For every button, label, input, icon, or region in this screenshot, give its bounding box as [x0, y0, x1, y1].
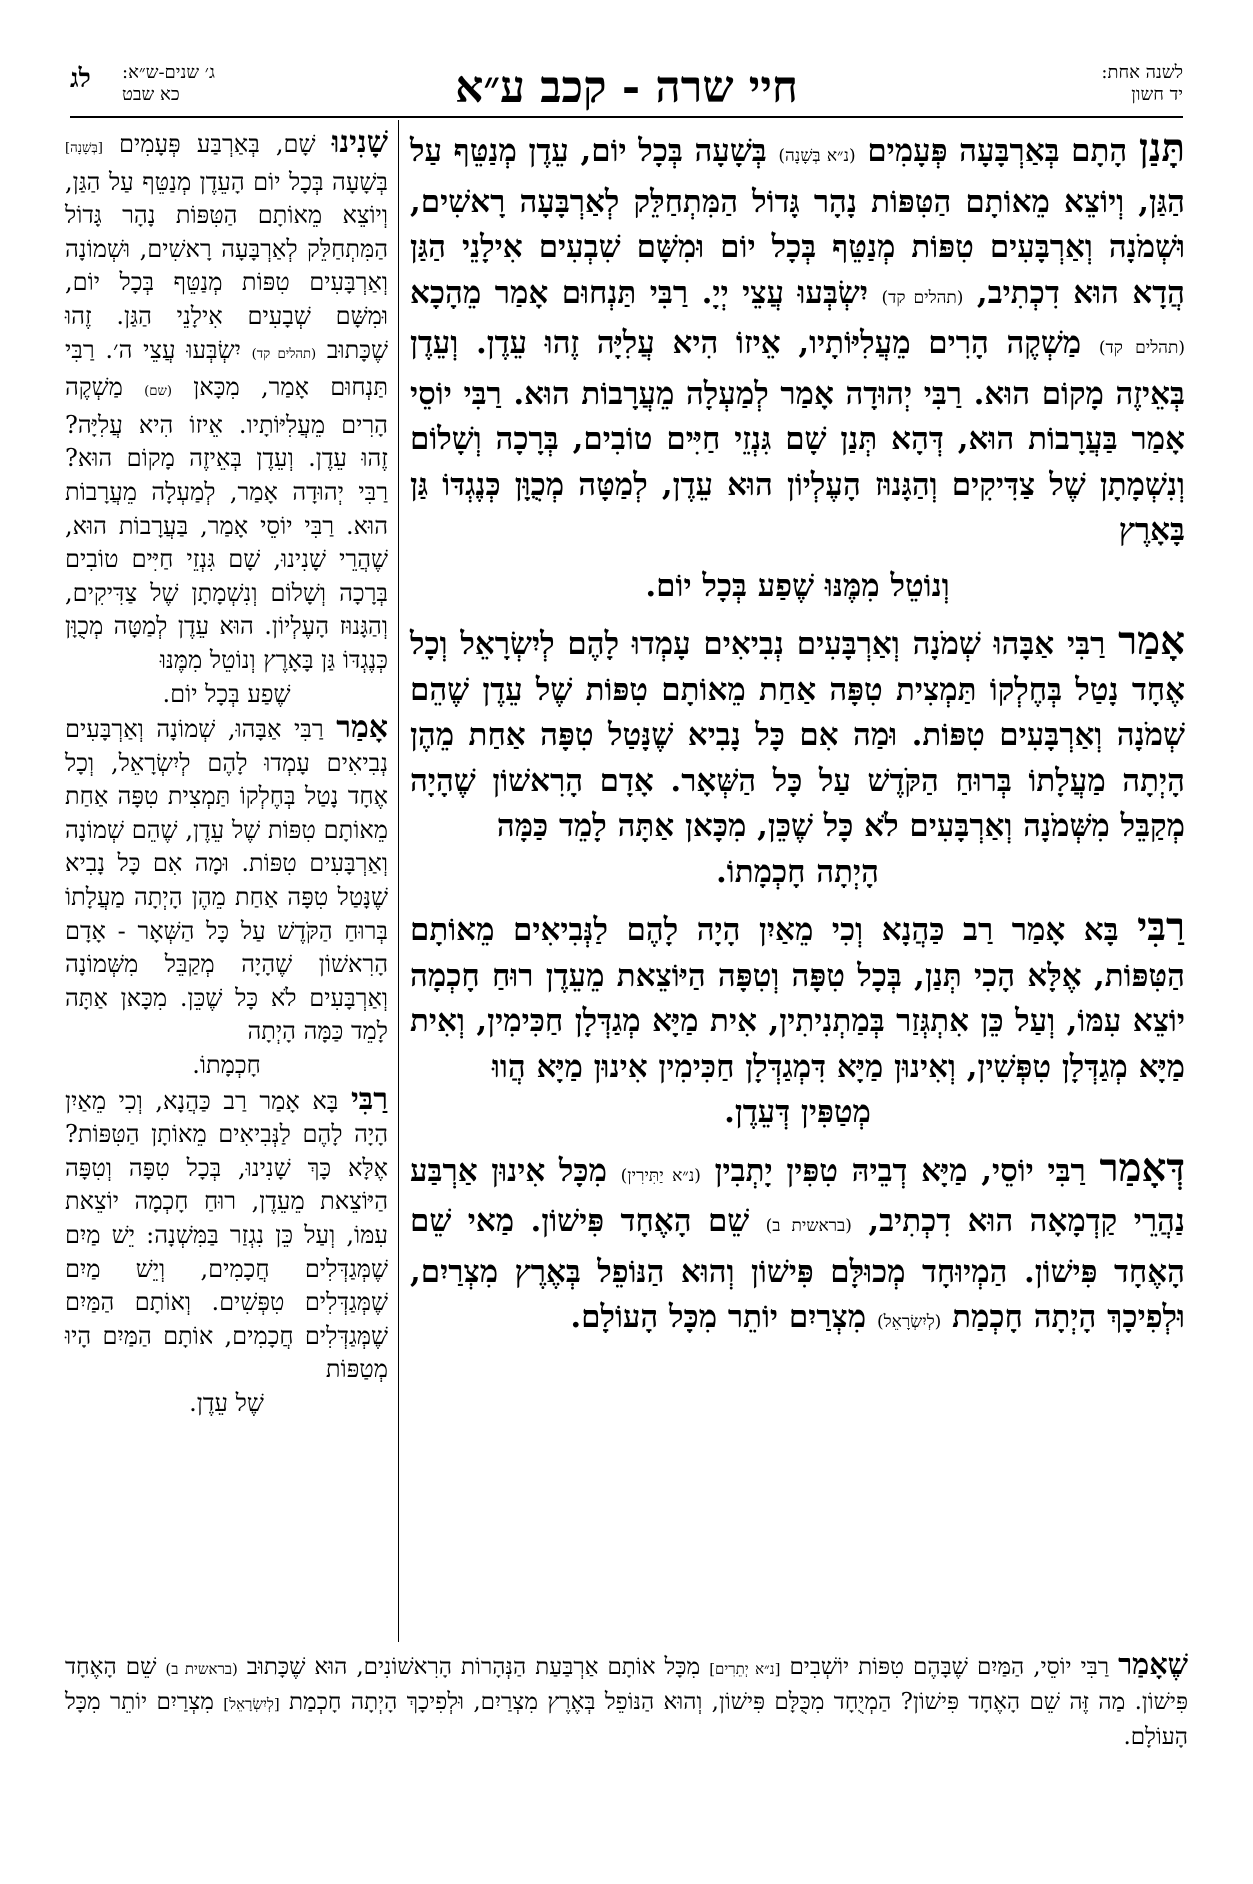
column-divider	[398, 120, 399, 1642]
header-schedule-three-years	[122, 62, 215, 106]
header-rule	[70, 116, 1183, 118]
citation: [נ״א יְתֵרִים]	[709, 1660, 781, 1678]
text-run: שֵׁם הָאֶחָד פִּישׁוֹן. מַאי שֵׁם הָאֶחָד פִּישׁוֹן. הַמְיוּחָד מְכוּלָּם פִּישׁוֹן וְהוּא הַנּוֹפֵל בְּאֶרֶץ מִצְרַיִם, וּלְפִיכָךְ הָיְתָה חָכְמַת	[410, 1203, 1185, 1335]
side-paragraph-3-end: שֶׁל עֵדֶן.	[189, 1388, 264, 1417]
main-paragraph-3-end: מְטַפִּין דְּעֵדֶן.	[724, 1094, 871, 1130]
text-run: שָׁם, בְּאַרְבַּע פְּעָמִים	[119, 130, 316, 158]
header-right-line1: לשנה אחת:	[1101, 62, 1183, 83]
page-number: לג	[70, 64, 91, 94]
text-run: מִכָּל אוֹתָם אַרְבַּעַת הַנְּהָרוֹת הָרִאשׁוֹנִים, הוּא שֶׁכָּתוּב	[246, 1654, 701, 1680]
header-left-line2: כא שבט	[122, 84, 180, 105]
text-run: בְּשָׁעָה בְּכָל יוֹם, עֵדֶן מְנַטֵּף עַל הַגַּן, וְיוֹצֵא מֵאוֹתָם הַטִּפּוֹת נָהָר גָּדוֹל הַמִּתְחַלֵּק לְאַרְבָּעָה רָאשִׁים, וּשְׁמֹנָה וְאַרְבָּעִים טִפּוֹת מְנַטֵּף בְּכָל יוֹם וּמִשָּׁם שִׁבְעִים אִילָנֵי הַגַּן הֲדָא הוּא דִכְתִיב,	[410, 133, 1185, 311]
side-paragraph-1-end: שֶׁפַע בְּכָל יוֹם.	[162, 679, 291, 708]
text-run: בְּשָׁעָה בְּכָל יוֹם הָעֵדֶן מְנַטֵּף עַל הַגַּן, וְיוֹצֵא מֵאוֹתָם הַטִּפּוֹת נָהָר גָּדוֹל הַמִּתְחַלֵּק לְאַרְבָּעָה רָאשִׁים, וּשְׁמוֹנָה וְאַרְבָּעִים טִפּוֹת מְנַטֵּף בְּכָל יוֹם, וּמִשָּׁם שְׁבָעִים אִילָנֵי הַגַּן. זֶהוּ שֶׁכָּתוּב	[65, 167, 388, 364]
header-left-line1: ג׳ שנים-ש״א:	[122, 62, 215, 83]
header-right-line2: יד חשון	[1131, 84, 1183, 105]
side-paragraph-2	[65, 711, 388, 1049]
text-run: מִכָּל אִינוּן אַרְבַּע נַהֲרֵי קַדְמָאָה הוּא דִכְתִיב,	[410, 1152, 1185, 1239]
header-schedule-one-year	[1101, 62, 1183, 106]
text-run: מִצְרַיִם יוֹתֵר מִכָּל הָעוֹלָם.	[570, 1299, 867, 1335]
citation: (נ״א בְּשָׁנָה)	[778, 146, 856, 166]
text-run: בָּא אָמַר רַב כַּהֲנָא, וְכִי מֵאַיִן הָיָה לָהֶם לַנְּבִיאִים מֵאוֹתָן הַטִּפּוֹת? אֶלָּא כָּךְ שָׁנִינוּ, בְּכָל טִפָּה וְטִפָּה הַיּוֹצֵאת מֵעֵדֶן, רוּחַ חָכְמָה יוֹצֵאת עִמּוֹ, וְעַל כֵּן נִגְזַר בַּמִּשְׁנָה: יֵשׁ מַיִם שֶׁמְּגַדְּלִים חֲכָמִים, וְיֵשׁ מַיִם שֶׁמְּגַדְּלִים טִפְּשִׁים. וְאוֹתָם הַמַּיִם שֶׁמְּגַדְּלִים חֲכָמִים, אוֹתָם הַמַּיִם הָיוּ מְטַפּוֹת	[65, 1086, 388, 1384]
citation: [לְיִשְׂרָאֵל]	[223, 1695, 280, 1713]
text-run: רַבִּי אַבָּהוּ שְׁמֹנָה וְאַרְבָּעִים נְבִיאִים עָמְדוּ לָהֶם לְיִשְׂרָאֵל וְכָל אֶחָד נָטַל בְּחֶלְקוֹ תַּמְצִית טִפָּה אַחַת מֵאוֹתָם טִפּוֹת שֶׁל עֵדֶן שֶׁהֵם שְׁמֹנָה וְאַרְבָּעִים טִפּוֹת. וּמַה אִם כָּל נָבִיא שֶׁנָּטַל טִפָּה אַחַת מֵהֶן הָיְתָה מַעֲלָתוֹ בְּרוּחַ הַקֹּדֶשׁ עַל כָּל הַשְּׁאָר. אָדָם הָרִאשׁוֹן שֶׁהָיָה מְקַבֵּל מִשְּׁמֹנָה וְאַרְבָּעִים לֹא כָּל שֶׁכֵּן, מִכָּאן אַתָּה לָמֵד כַּמָּה	[410, 626, 1185, 844]
lead-word: רַבִּי	[1137, 905, 1185, 950]
main-paragraph-2	[410, 619, 1185, 850]
citation: (בראשית ב)	[765, 1216, 852, 1236]
lead-word: רַבִּי	[350, 1081, 388, 1117]
main-paragraph-1	[410, 126, 1185, 554]
citation: (תהלים קד)	[881, 287, 964, 308]
lead-word: שָׁנִינוּ	[331, 125, 388, 160]
text-run: מַשְׁקֶה הָרִים מֵעֲלִיּוֹתָיו. אֵיזוֹ הִיא עֲלִיָּה? זֶהוּ עֵדֶן. וְעֵדֶן בְּאֵיזֶה מָקוֹם הוּא? רַבִּי יְהוּדָה אָמַר, לְמַעְלָה מֵעֲרָבוֹת הוּא. רַבִּי יוֹסֵי אָמַר, בַּעֲרָבוֹת הוּא, שֶׁהֲרֵי שָׁנִינוּ, שָׁם גִּנְזֵי חַיִּים טוֹבִים בְּרָכָה וְשָׁלוֹם וְנִשְׁמָתָן שֶׁל צַדִּיקִים, וְהַגָּנוּז הָעֶלְיוֹן. הוּא עֵדֶן לְמַטָּה מְכֻוָּן כְּנֶגְדּוֹ גַּן בָּאָרֶץ וְנוֹטֵל מִמֶּנּוּ	[65, 373, 388, 674]
lead-word: דְּאָמַר	[1099, 1145, 1185, 1191]
text-run: מִצְרַיִם יוֹתֵר מִכָּל הָעוֹלָם.	[65, 1689, 1188, 1750]
side-paragraph-3	[65, 1083, 388, 1387]
citation: [בְּשָׁנָה]	[65, 141, 103, 156]
text-run: מַשְׁקֶה הָרִים מֵעֲלִיּוֹתָיו, אֵיזוֹ הִיא עֲלִיָּה זֶהוּ עֵדֶן. וְעֵדֶן בְּאֵיזֶה מָקוֹם הוּא. רַבִּי יְהוּדָה אָמַר לְמַעְלָה מֵעֲרָבוֹת הוּא. רַבִּי יוֹסֵי אָמַר בַּעֲרָבוֹת הוּא, דְּהָא תְּנַן שָׁם גִּנְזֵי חַיִּים טוֹבִים, בְּרָכָה וְשָׁלוֹם וְנִשְׁמָתָן שֶׁל צַדִּיקִים וְהַגָּנוּז הָעֶלְיוֹן הוּא עֵדֶן, לְמַטָּה מְכֻוָּן כְּנֶגְדּוֹ גַּן בָּאָרֶץ	[410, 325, 1185, 548]
text-run: רַבִּי אַבָּהוּ, שְׁמוֹנָה וְאַרְבָּעִים נְבִיאִים עָמְדוּ לָהֶם לְיִשְׂרָאֵל, וְכָל אֶחָד נָטַל בְּחֶלְקוֹ תַּמְצִית טִפָּה אַחַת מֵאוֹתָם טִפּוֹת שֶׁל עֵדֶן, שֶׁהֵם שְׁמוֹנָה וְאַרְבָּעִים טִפּוֹת. וּמָה אִם כָּל נָבִיא שֶׁנָּטַל טִפָּה אַחַת מֵהֶן הָיְתָה מַעֲלָתוֹ בְּרוּחַ הַקֹּדֶשׁ עַל כָּל הַשְּׁאָר - אָדָם הָרִאשׁוֹן שֶׁהָיָה מְקַבֵּל מִשְּׁמוֹנָה וְאַרְבָּעִים לֹא כָּל שֶׁכֵּן. מִכָּאן אַתָּה לָמֵד כַּמָּה הָיְתָה	[65, 715, 388, 1046]
main-paragraph-3	[410, 905, 1185, 1090]
bottom-paragraph	[65, 1648, 1188, 1754]
text-run: יִשְׂבְּעוּ עֲצֵי יְיָ. רַבִּי תַּנְחוּם אָמַר מֵהָכָא	[410, 274, 868, 311]
text-run: שֵׁם הָאֶחָד פִּישׁוֹן. מַה זֶּה שֵׁם הָאֶחָד פִּישׁוֹן? הַמְיֻחָד מִכֻּלָּם פִּישׁוֹן, וְהוּא הַנּוֹפֵל בְּאֶרֶץ מִצְרַיִם, וּלְפִיכָךְ הָיְתָה חָכְמַת	[65, 1654, 1189, 1715]
citation: (נ״א יַתִּירִין)	[620, 1165, 701, 1186]
citation: (לְיִשְׂרָאֵל)	[876, 1312, 942, 1332]
lead-word: אָמַר	[1118, 619, 1186, 664]
lead-word: אָמַר	[336, 710, 388, 746]
page-title: חיי שרה - קכב ע״א	[455, 62, 798, 113]
citation: (שם)	[144, 384, 172, 400]
main-text-column	[410, 126, 1185, 1346]
text-run: רַבִּי יוֹסֵי, הַמַּיִם שֶׁבָּהֶם טִפּוֹת יוֹשְׁבִים	[789, 1654, 1110, 1680]
citation: (בראשית ב)	[165, 1660, 238, 1678]
citation: (תהלים קד)	[251, 346, 317, 362]
bottom-translation	[65, 1648, 1188, 1754]
lead-word: תָּנַן	[1138, 126, 1185, 171]
side-paragraph-1	[65, 126, 388, 678]
citation: (תהלים קד)	[1098, 338, 1185, 358]
lead-word: שֶׁאָמַר	[1118, 1647, 1189, 1681]
main-paragraph-4	[410, 1146, 1185, 1346]
text-run: הָתָם בְּאַרְבָּעָה פְּעָמִים	[867, 133, 1128, 169]
side-paragraph-2-end: חָכְמָתוֹ.	[192, 1051, 261, 1080]
main-paragraph-1-end: וְנוֹטֵל מִמֶּנּוּ שֶׁפַע בְּכָל יוֹם.	[645, 567, 950, 604]
text-run: יִשְׂבְּעוּ עֲצֵי ה׳. רַבִּי תַּנְחוּם אָמַר, מִכָּאן	[65, 335, 388, 402]
text-run: רַבִּי יוֹסֵי, מַיָּא דְבֵיהּ טִפִּין יָתְבִין	[714, 1152, 1086, 1189]
page-header	[70, 62, 1183, 114]
main-paragraph-2-end: הָיְתָה חָכְמָתוֹ.	[716, 853, 879, 890]
text-run: בָּא אָמַר רַב כַּהֲנָא וְכִי מֵאַיִן הָיָה לָהֶם לַנְּבִיאִים מֵאוֹתָם הַטִּפּוֹת, אֶלָּא הָכִי תְּנַן, בְּכָל טִפָּה וְטִפָּה הַיּוֹצֵאת מֵעֵדֶן רוּחַ חָכְמָה יוֹצֵא עִמּוֹ, וְעַל כֵּן אִתְגְּזַר בְּמַתְנִיתִין, אִית מַיָּא מְגַדְּלָן חַכִּימִין, וְאִית מַיָּא מְגַדְּלָן טִפְּשִׁין, וְאִינוּן מַיָּא דִּמְגַדְּלָן חַכִּימִין אִינוּן מַיָּא הֲווּ	[410, 912, 1185, 1085]
translation-column	[65, 126, 388, 1421]
